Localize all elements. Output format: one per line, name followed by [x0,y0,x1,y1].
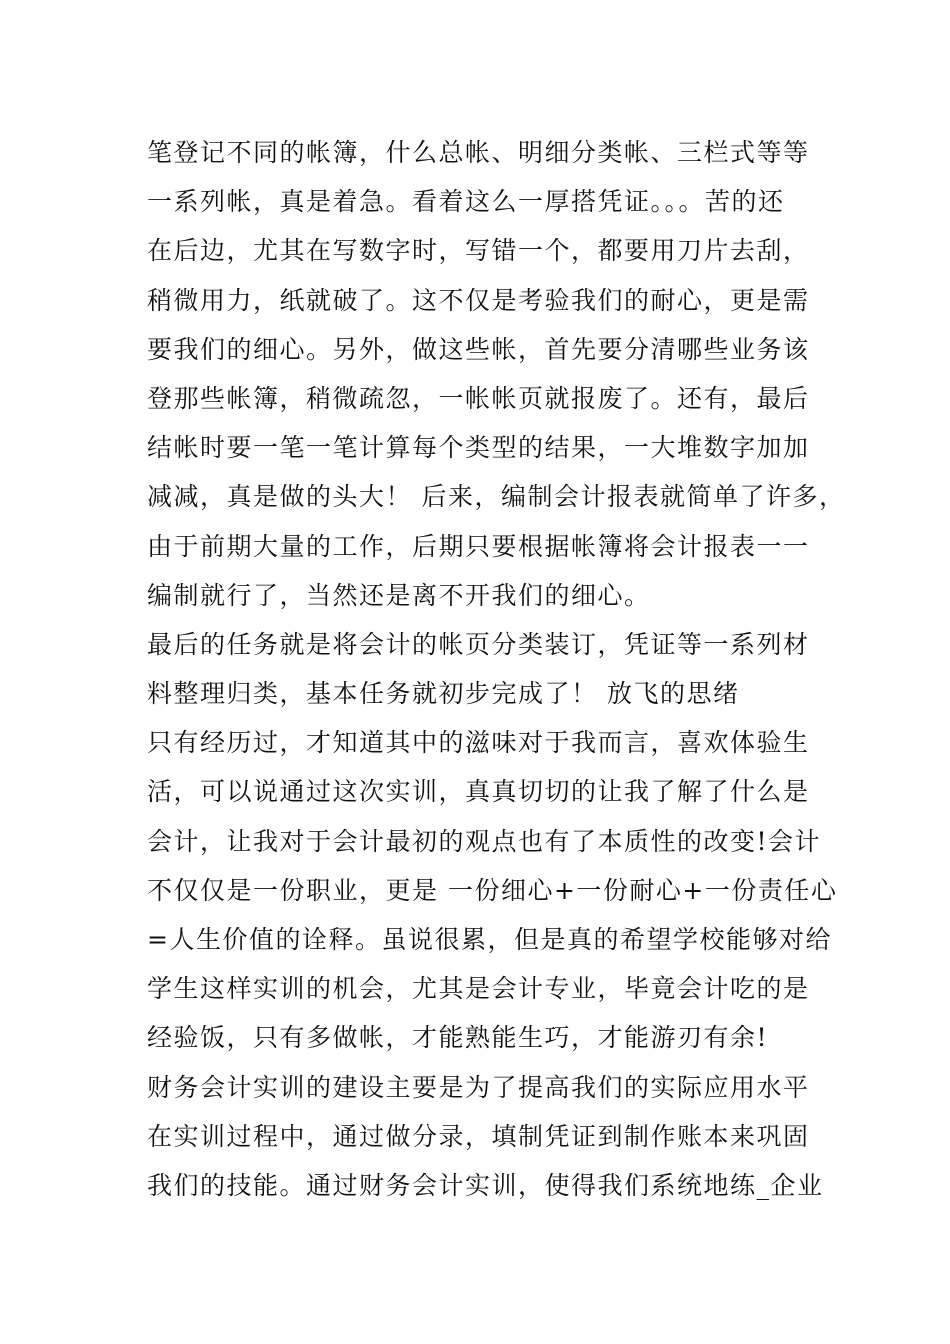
text-line: 减减，真是做的头大！ 后来，编制会计报表就简单了许多， [147,482,846,512]
text-line: 由于前期大量的工作，后期只要根据帐簿将会计报表一一 [147,531,810,561]
text-line: 学生这样实训的机会，尤其是会计专业，毕竟会计吃的是 [147,974,810,1004]
text-line: 一系列帐，真是着急。看着这么一厚搭凭证。。。苦的还 [147,187,785,217]
text-line: 不仅仅是一份职业，更是 一份细心+一份耐心+一份责任心 [147,875,838,905]
text-line: 会计，让我对于会计最初的观点也有了本质性的改变!会计 [147,826,822,856]
text-line: 最后的任务就是将会计的帐页分类装订，凭证等一系列材 [147,629,810,659]
text-line: 只有经历过，才知道其中的滋味对于我而言，喜欢体验生 [147,728,810,758]
text-line: 我们的技能。通过财务会计实训，使得我们系统地练_企业 [147,1170,824,1200]
text-line: 在后边，尤其在写数字时，写错一个，都要用刀片去刮， [147,236,810,266]
text-line: 结帐时要一笔一笔计算每个类型的结果，一大堆数字加加 [147,433,810,463]
text-line: 财务会计实训的建设主要是为了提高我们的实际应用水平 [147,1072,810,1102]
text-line: 笔登记不同的帐簿，什么总帐、明细分类帐、三栏式等等 [147,138,810,167]
text-line: 稍微用力，纸就破了。这不仅是考验我们的耐心，更是需 [147,285,810,315]
text-line: 料整理归类，基本任务就初步完成了！ 放飞的思绪 [147,679,740,709]
text-line: =人生价值的诠释。虽说很累，但是真的希望学校能够对给 [147,925,832,954]
text-line: 经验饭，只有多做帐，才能熟能生巧，才能游刃有余! [147,1023,769,1053]
text-line: 要我们的细心。另外，做这些帐，首先要分清哪些业务该 [147,334,810,364]
document-body [147,128,847,1210]
text-line: 在实训过程中，通过做分录，填制凭证到制作账本来巩固 [147,1121,810,1151]
text-line: 编制就行了，当然还是离不开我们的细心。 [147,580,651,610]
text-line: 活，可以说通过这次实训，真真切切的让我了解了什么是 [147,777,810,807]
text-line: 登那些帐簿，稍微疏忽，一帐帐页就报废了。还有，最后 [147,383,810,413]
